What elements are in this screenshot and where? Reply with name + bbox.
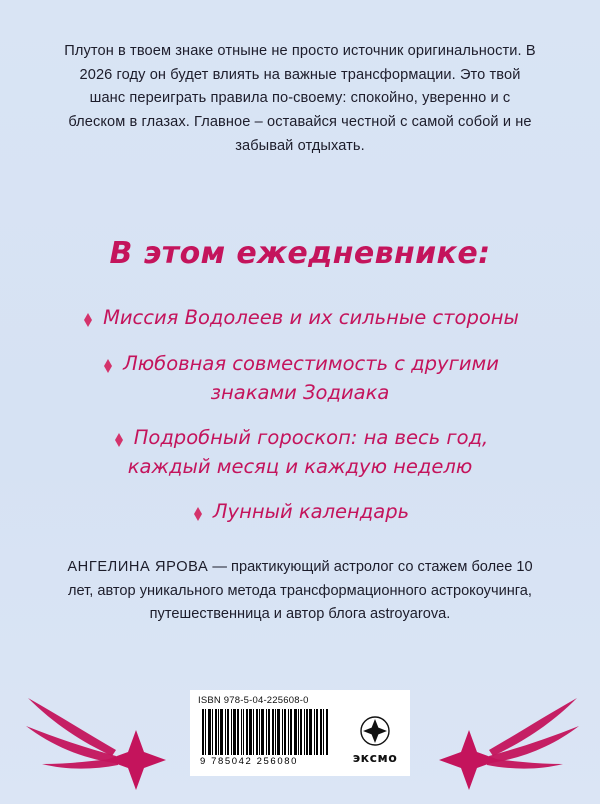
isbn-text: ISBN 978-5-04-225608-0: [198, 695, 309, 706]
comet-star-decoration-left: [20, 690, 180, 800]
sparkle-icon: [191, 499, 205, 527]
sparkle-icon: [101, 351, 115, 379]
sparkle-icon: [112, 425, 126, 453]
barcode-digits: 9 785042 256080: [200, 756, 298, 767]
intro-paragraph: Плутон в твоем знаке отныне не просто источник оригинальности. В 2026 году он будет влиять на важные трансформации. Это твой шанс переиграть правила по-своему: спокойно, уверенно и с блеском в глазах. Главное – оставайся честной с самой собой и не забывай отдыхать.: [64, 43, 536, 154]
feature-text: Подробный гороскоп: на весь год,: [133, 426, 489, 450]
sparkle-icon: [81, 305, 95, 333]
publisher-name: эксмо: [352, 750, 398, 765]
feature-text-line2: знаками Зодиака: [210, 380, 390, 404]
feature-text: Лунный календарь: [212, 500, 410, 524]
comet-star-decoration-right: [410, 690, 585, 800]
list-item: [0, 350, 600, 406]
list-item: [0, 304, 600, 332]
publisher-logo: [344, 716, 406, 767]
feature-text: Миссия Водолеев и их сильные стороны: [103, 306, 519, 329]
eksmo-mark-icon: [360, 716, 390, 746]
author-description: — практикующий астролог со стажем более 10 лет, автор уникального метода трансформационного астрокоучинга, путешественница и автор блога astroyarova.: [68, 559, 533, 623]
feature-text-line2: каждый месяц и каждую неделю: [127, 454, 473, 478]
list-item: [0, 424, 600, 480]
author-name: АНГЕЛИНА ЯРОВА: [67, 559, 209, 575]
section-title: В этом ежедневнике:: [109, 236, 491, 271]
feature-list: [0, 278, 600, 543]
author-bio: [60, 556, 540, 627]
feature-text: Любовная совместимость с другими: [123, 352, 499, 376]
list-item: [0, 498, 600, 526]
